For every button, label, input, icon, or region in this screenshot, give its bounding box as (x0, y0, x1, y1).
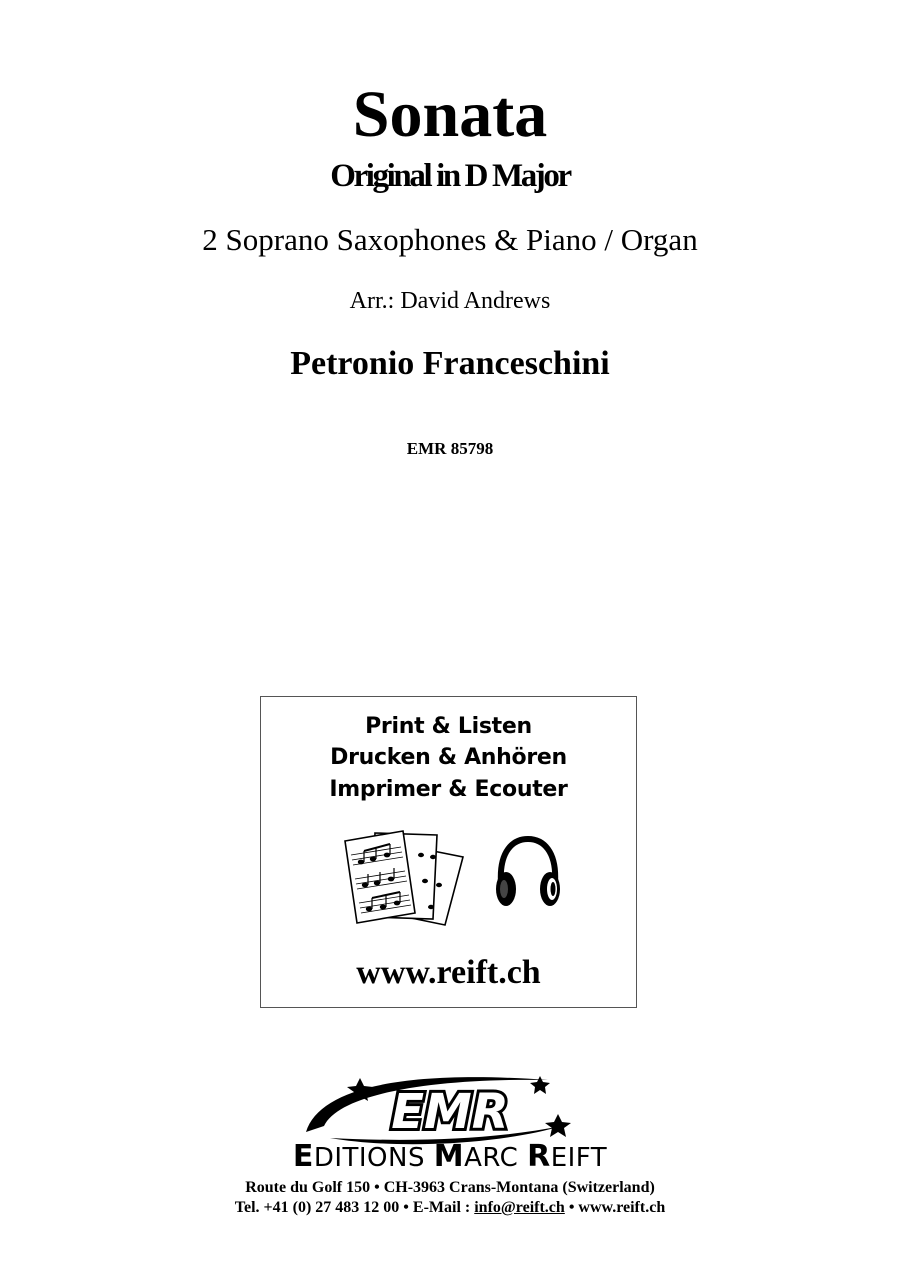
email-link[interactable]: info@reift.ch (474, 1199, 565, 1216)
emr-star-logo (300, 1072, 590, 1148)
website-text: • www.reift.ch (564, 1199, 666, 1216)
publisher-address: Route du Golf 150 • CH-3963 Crans-Montana (Switzerland) (245, 1179, 655, 1196)
publisher-name: EDITIONS MARC REIFT (292, 1139, 608, 1174)
print-listen-box (260, 696, 637, 1008)
arranger: Arr.: David Andrews (349, 288, 551, 314)
promo-line-english: Print & Listen (365, 714, 532, 739)
promo-line-german: Drucken & Anhören (330, 745, 567, 770)
sheet-music-icon (341, 827, 471, 927)
catalog-number: EMR 85798 (406, 439, 494, 458)
composer: Petronio Franceschini (290, 345, 610, 382)
telephone-text: Tel. +41 (0) 27 483 12 00 • E-Mail : (234, 1199, 475, 1216)
emr-logo-text: EMR (391, 1084, 509, 1140)
headphones-icon (493, 833, 563, 913)
subtitle: Original in D Major (330, 158, 570, 194)
page-title: Sonata (352, 78, 548, 151)
instrumentation: 2 Soprano Saxophones & Piano / Organ (202, 222, 698, 257)
promo-website-link[interactable]: www.reift.ch (356, 954, 541, 991)
promo-line-french: Imprimer & Ecouter (329, 777, 568, 802)
publisher-contact (0, 1198, 900, 1218)
